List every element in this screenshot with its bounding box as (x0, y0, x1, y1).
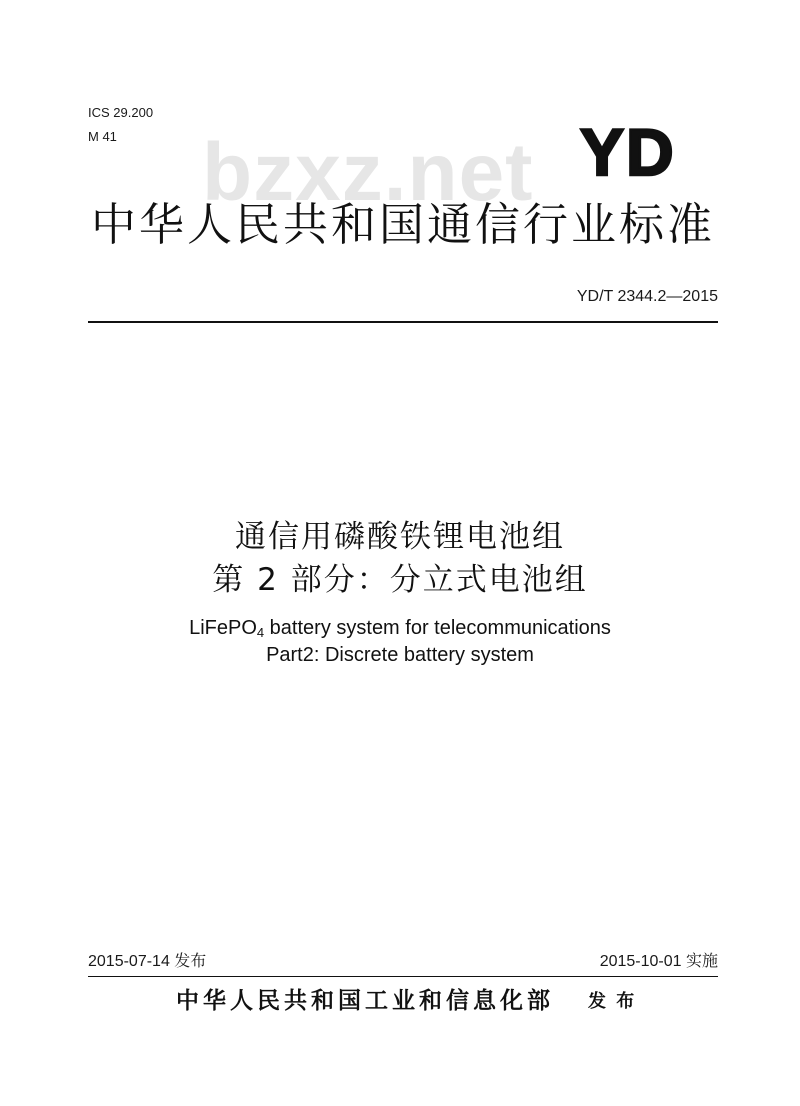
implementation-date: 2015-10-01 实施 (599, 953, 718, 970)
title-en-subscript: 4 (256, 625, 265, 640)
title-en-suffix: battery system for telecommunications (264, 617, 611, 639)
footer-divider (88, 976, 718, 977)
title-en-line1 (0, 616, 800, 640)
issue-date: 2015-07-14 发布 (88, 953, 207, 970)
yd-logo: YD (580, 115, 676, 189)
title-en-line2: Part2: Discrete battery system (266, 644, 534, 666)
title-zh-line2: 第 2 部分：分立式电池组 (212, 562, 588, 598)
title-zh-line1: 通信用磷酸铁锂电池组 (235, 519, 565, 555)
ics-code: ICS 29.200 (88, 105, 154, 120)
header-divider (88, 321, 718, 323)
watermark: bzxz.net (202, 127, 534, 218)
standard-category: 中华人民共和国通信行业标准 (90, 198, 715, 251)
standard-number: YD/T 2344.2—2015 (576, 288, 718, 305)
publisher-action: 发 布 (588, 991, 637, 1012)
publisher-name: 中华人民共和国工业和信息化部 (176, 988, 554, 1014)
ccs-code: M 41 (88, 129, 117, 144)
title-en-prefix: LiFePO (189, 617, 257, 639)
